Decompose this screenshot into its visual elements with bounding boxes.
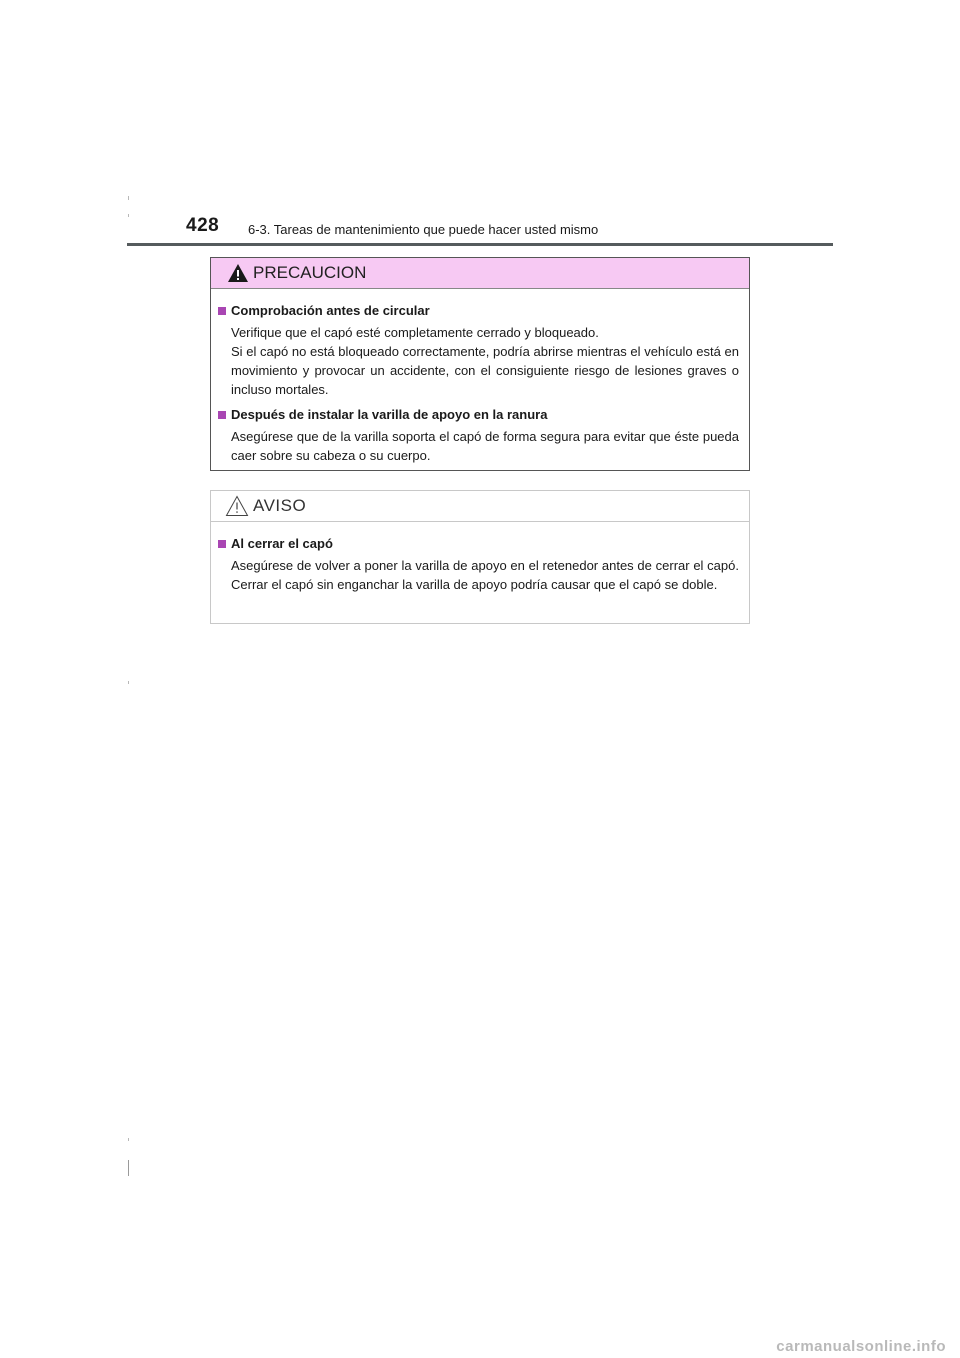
paragraph: Asegúrese de volver a poner la varilla de apoyo en el retenedor antes de cerrar el capó. Cerrar el capó sin enganchar la varilla de apoyo podría causar que el capó se doble. <box>231 558 739 592</box>
caution-item-title <box>218 405 739 425</box>
notice-content <box>211 522 749 594</box>
paragraph: Verifique que el capó esté completamente cerrado y bloqueado. <box>231 325 599 340</box>
header-rule <box>127 243 833 246</box>
section-title: 6-3. Tareas de mantenimiento que puede hacer usted mismo <box>248 222 599 237</box>
paragraph: Asegúrese que de la varilla soporta el capó de forma segura para evitar que éste pueda caer sobre su cabeza o su cuerpo. <box>231 429 739 463</box>
caution-item-body <box>218 427 739 465</box>
square-bullet-icon <box>218 307 226 315</box>
caution-item-body <box>218 323 739 399</box>
crop-mark <box>128 1160 129 1176</box>
square-bullet-icon <box>218 411 226 419</box>
caution-item-title <box>218 301 739 321</box>
crop-mark <box>128 681 129 684</box>
crop-mark <box>128 1138 129 1141</box>
notice-box <box>210 490 750 624</box>
watermark: carmanualsonline.info <box>776 1338 946 1355</box>
notice-item-title-text: Al cerrar el capó <box>231 536 333 551</box>
notice-label: AVISO <box>253 496 307 515</box>
crop-mark <box>128 214 129 217</box>
warning-icon <box>227 263 249 283</box>
warning-outline-icon <box>225 495 249 517</box>
notice-item-title <box>218 534 739 554</box>
caution-label: PRECAUCION <box>253 263 367 282</box>
caution-box <box>210 257 750 471</box>
caution-item-title-text: Después de instalar la varilla de apoyo en la ranura <box>231 407 548 422</box>
square-bullet-icon <box>218 540 226 548</box>
caution-content <box>211 289 749 465</box>
page-number: 428 <box>186 215 220 236</box>
notice-header <box>211 491 749 522</box>
caution-item-title-text: Comprobación antes de circular <box>231 303 430 318</box>
paragraph: Si el capó no está bloqueado correctamente, podría abrirse mientras el vehículo está en movimiento y provocar un accidente, con el consiguiente riesgo de lesiones graves o incluso mortales. <box>231 344 739 397</box>
crop-mark <box>128 196 129 200</box>
notice-item-body <box>218 556 739 594</box>
caution-header <box>211 258 749 289</box>
